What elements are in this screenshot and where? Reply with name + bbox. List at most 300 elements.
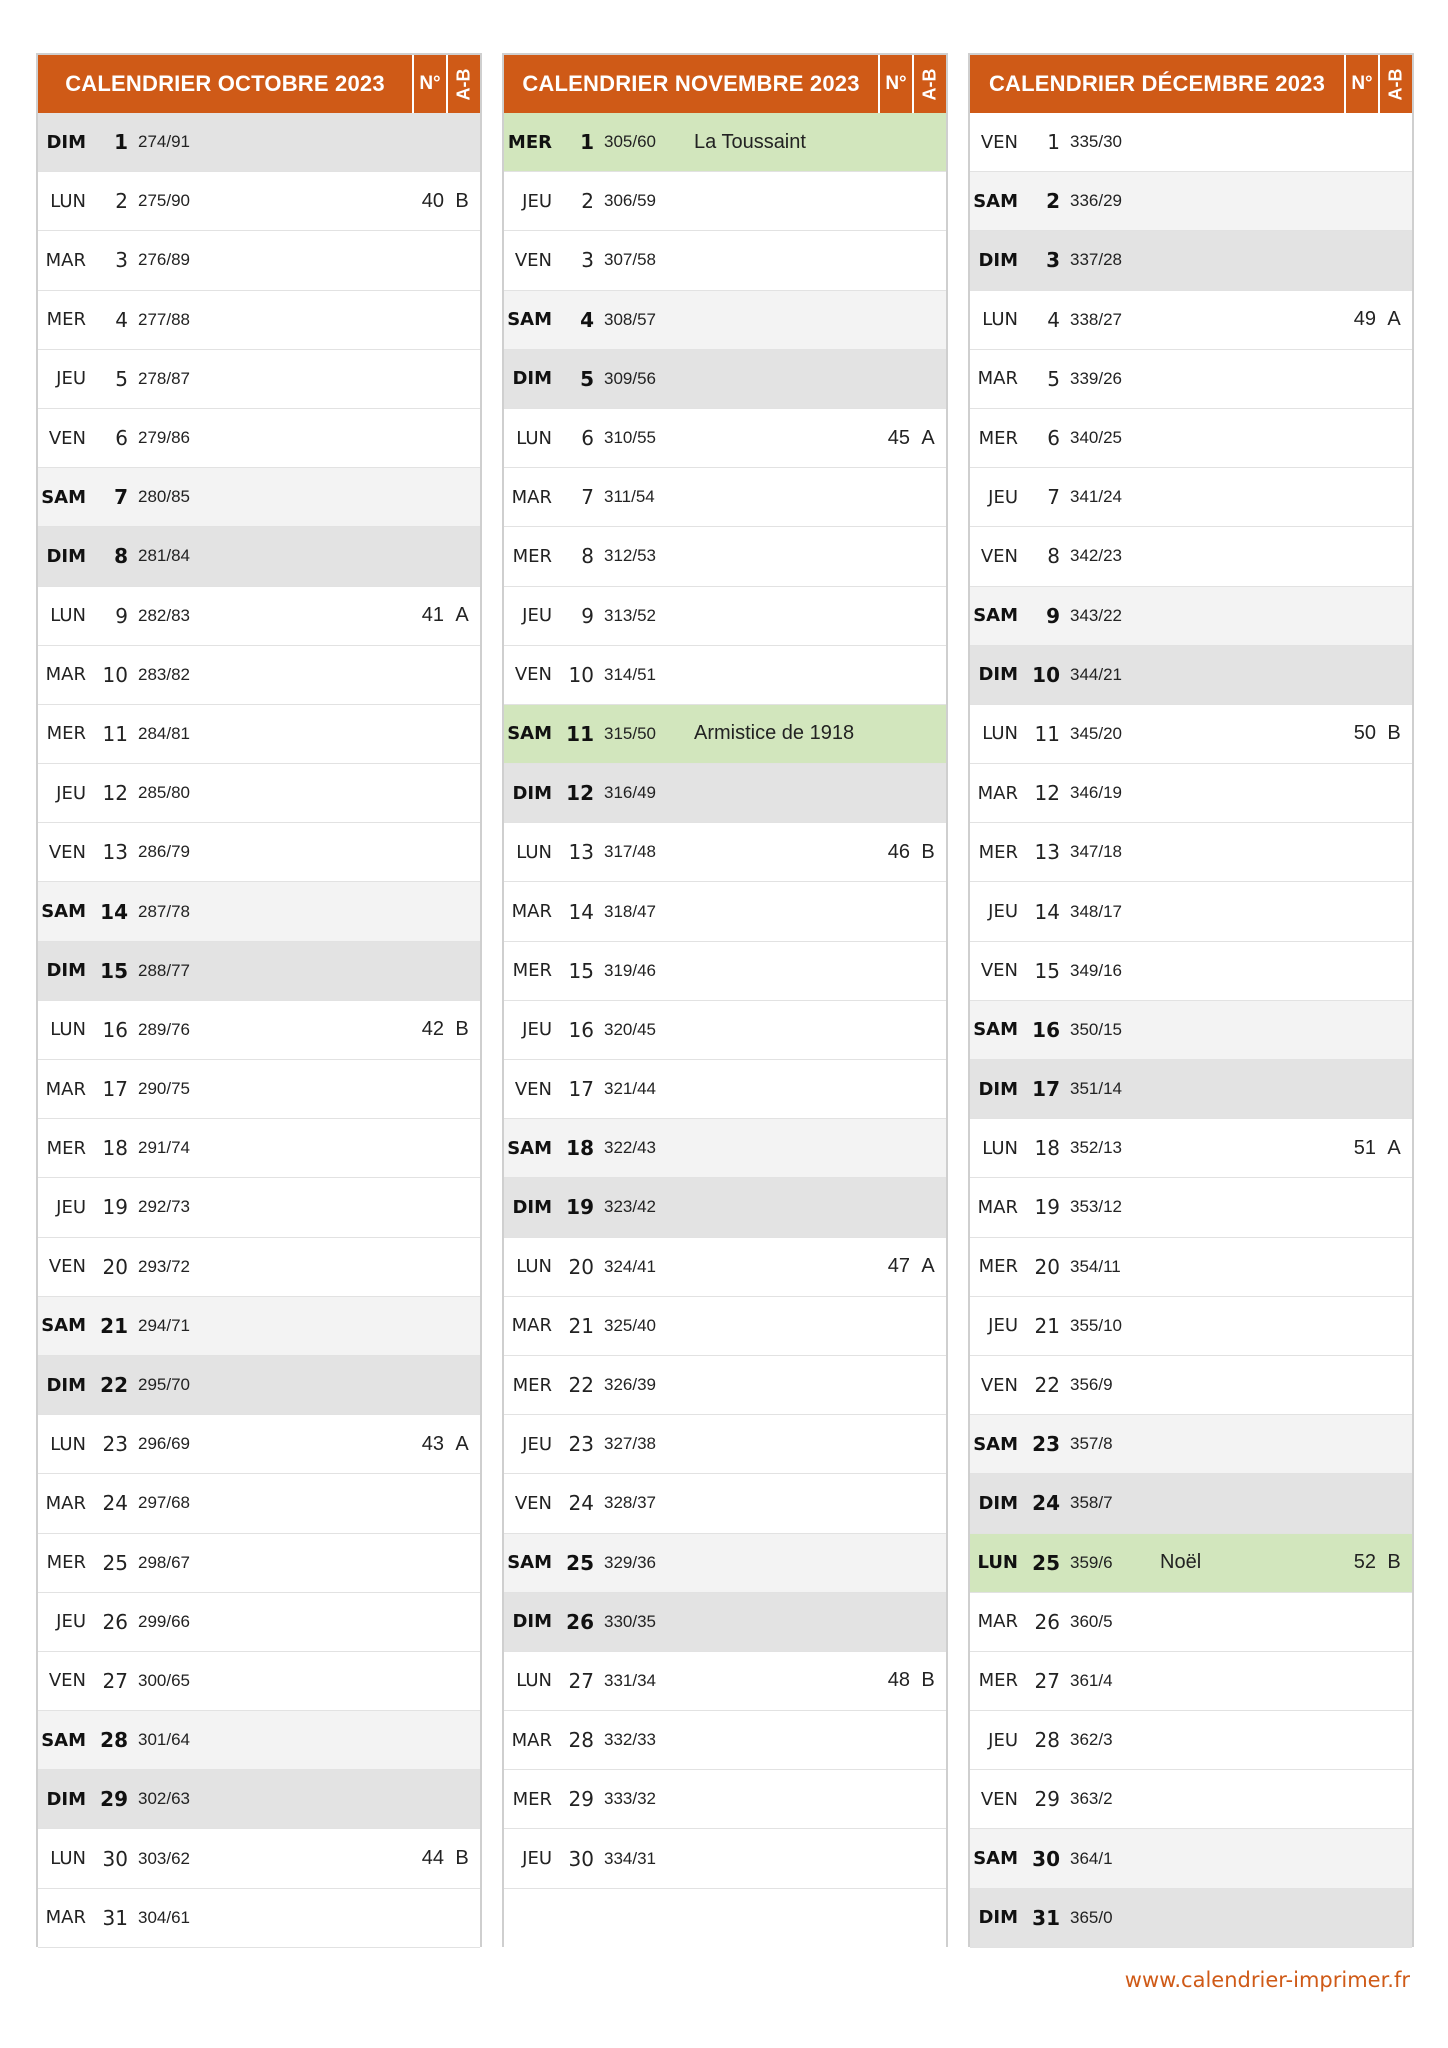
- day-name: DIM: [512, 368, 552, 390]
- week-ab-letter: A: [1387, 1136, 1401, 1159]
- week-ab-letter: [1384, 1297, 1404, 1355]
- month-december: [968, 53, 1414, 1947]
- week-ab-letter: [918, 587, 938, 645]
- week-ab-letter: [918, 231, 938, 289]
- day-row: [504, 231, 946, 290]
- day-row: [38, 587, 480, 646]
- day-of-year-count: 365/0: [1070, 1907, 1113, 1927]
- day-row: [38, 705, 480, 764]
- day-name: MER: [512, 545, 552, 567]
- day-name: MER: [978, 1670, 1018, 1692]
- day-row: [504, 1652, 946, 1711]
- day-row: [504, 1829, 946, 1888]
- day-row: [38, 1770, 480, 1829]
- day-row: [970, 113, 1412, 172]
- day-name: DIM: [512, 1196, 552, 1218]
- day-row: [504, 882, 946, 941]
- day-of-year-count: 299/66: [138, 1611, 190, 1631]
- day-of-year-count: 285/80: [138, 783, 190, 803]
- week-number: 47: [887, 1255, 910, 1278]
- week-ab-letter: [1384, 882, 1404, 940]
- day-row: [970, 1652, 1412, 1711]
- day-number: 23: [568, 1432, 594, 1457]
- day-name: MER: [46, 1552, 86, 1574]
- week-number: 49: [1353, 308, 1376, 331]
- week-ab-letter: [1384, 764, 1404, 822]
- day-number: 10: [1032, 662, 1060, 687]
- day-row: [970, 764, 1412, 823]
- day-of-year-count: 334/31: [604, 1848, 656, 1868]
- week-ab-letter: [1384, 942, 1404, 1000]
- day-number: 18: [566, 1136, 594, 1161]
- day-row: [38, 764, 480, 823]
- week-ab-letter: [1384, 1652, 1404, 1710]
- day-of-year-count: 318/47: [604, 901, 656, 921]
- day-name: JEU: [56, 1196, 86, 1218]
- week-ab-letter: [1384, 587, 1404, 645]
- day-of-year-count: 281/84: [138, 546, 190, 566]
- day-of-year-count: 306/59: [604, 191, 656, 211]
- day-number: 11: [1034, 721, 1060, 746]
- day-row: [504, 646, 946, 705]
- day-name: DIM: [46, 131, 86, 153]
- week-ab-letter: [1384, 823, 1404, 881]
- month-header: [504, 55, 946, 113]
- day-number: 21: [568, 1313, 594, 1338]
- week-ab-letter: [918, 1534, 938, 1592]
- week-ab-letter: [1384, 1711, 1404, 1769]
- day-number: 21: [1034, 1313, 1060, 1338]
- day-of-year-count: 338/27: [1070, 309, 1122, 329]
- week-ab-letter: [452, 1297, 472, 1355]
- day-name: LUN: [516, 841, 552, 863]
- week-ab-letter: [452, 823, 472, 881]
- week-ab-letter: [452, 1238, 472, 1296]
- week-ab-letter: [918, 1060, 938, 1118]
- day-name: VEN: [980, 545, 1018, 567]
- day-number: 30: [1032, 1846, 1060, 1871]
- week-ab-letter: [1384, 231, 1404, 289]
- week-ab-letter: [1384, 172, 1404, 230]
- week-ab-letter: [918, 1593, 938, 1651]
- ab-header: [914, 55, 946, 113]
- day-number: 24: [102, 1491, 128, 1516]
- day-name: MER: [46, 723, 86, 745]
- day-row: [38, 231, 480, 290]
- day-row: [38, 1238, 480, 1297]
- day-row: [970, 1060, 1412, 1119]
- day-of-year-count: 287/78: [138, 901, 190, 921]
- day-of-year-count: 279/86: [138, 428, 190, 448]
- day-name: VEN: [980, 131, 1018, 153]
- day-row: [970, 1770, 1412, 1829]
- day-row: [504, 764, 946, 823]
- week-ab-letter: [1384, 646, 1404, 704]
- day-number: 13: [102, 840, 128, 865]
- day-name: MAR: [45, 1907, 86, 1929]
- day-row: [38, 527, 480, 586]
- day-row: [504, 1770, 946, 1829]
- week-ab-letter: [452, 1119, 472, 1177]
- week-number: 51: [1353, 1136, 1376, 1159]
- day-number: 25: [102, 1550, 128, 1575]
- day-name: MER: [978, 1256, 1018, 1278]
- day-name: VEN: [514, 1078, 552, 1100]
- week-ab-letter: [452, 291, 472, 349]
- day-of-year-count: 342/23: [1070, 546, 1122, 566]
- day-name: VEN: [514, 1492, 552, 1514]
- day-name: MER: [978, 427, 1018, 449]
- day-row: [970, 1356, 1412, 1415]
- week-ab-letter: B: [1387, 1551, 1401, 1574]
- day-name: SAM: [41, 1729, 86, 1751]
- day-name: DIM: [46, 960, 86, 982]
- week-ab-letter: [1384, 527, 1404, 585]
- day-row: [504, 1001, 946, 1060]
- day-name: SAM: [973, 1019, 1018, 1041]
- day-of-year-count: 325/40: [604, 1315, 656, 1335]
- day-of-year-count: 283/82: [138, 664, 190, 684]
- day-of-year-count: 331/34: [604, 1670, 656, 1690]
- day-number: 5: [1047, 366, 1060, 391]
- holiday-label: Armistice de 1918: [694, 722, 855, 745]
- day-name: JEU: [988, 486, 1018, 508]
- day-row: [504, 1119, 946, 1178]
- day-of-year-count: 337/28: [1070, 250, 1122, 270]
- day-of-year-count: 310/55: [604, 428, 656, 448]
- week-ab-letter: [452, 231, 472, 289]
- day-number: 8: [114, 544, 128, 569]
- day-name: DIM: [512, 782, 552, 804]
- week-ab-letter: [452, 350, 472, 408]
- day-row: [504, 1415, 946, 1474]
- week-ab-letter: [1384, 468, 1404, 526]
- day-number: 15: [568, 958, 594, 983]
- day-row: [970, 1001, 1412, 1060]
- day-number: 9: [581, 603, 594, 628]
- day-of-year-count: 311/54: [604, 487, 655, 507]
- day-row: [504, 113, 946, 172]
- day-row: [38, 1534, 480, 1593]
- week-number-header: N°: [1351, 73, 1373, 94]
- day-name: SAM: [507, 723, 552, 745]
- day-row: [970, 1889, 1412, 1948]
- day-number: 26: [1034, 1609, 1060, 1634]
- day-of-year-count: 319/46: [604, 960, 656, 980]
- day-name: DIM: [978, 1907, 1018, 1929]
- day-of-year-count: 328/37: [604, 1493, 656, 1513]
- day-name: JEU: [988, 901, 1018, 923]
- day-name: VEN: [980, 1788, 1018, 1810]
- day-of-year-count: 278/87: [138, 368, 190, 388]
- day-of-year-count: 320/45: [604, 1019, 656, 1039]
- day-name: SAM: [973, 190, 1018, 212]
- day-row: [970, 1829, 1412, 1888]
- day-row: [970, 1474, 1412, 1533]
- day-name: JEU: [522, 605, 552, 627]
- day-of-year-count: 316/49: [604, 783, 656, 803]
- day-of-year-count: 341/24: [1070, 487, 1122, 507]
- day-row: [38, 468, 480, 527]
- day-number: 2: [115, 189, 128, 214]
- day-row: [970, 942, 1412, 1001]
- day-name: MAR: [511, 901, 552, 923]
- empty-row: [504, 1889, 946, 1948]
- day-number: 11: [102, 721, 128, 746]
- day-row: [38, 1652, 480, 1711]
- day-row: [970, 882, 1412, 941]
- day-of-year-count: 324/41: [604, 1256, 656, 1276]
- week-ab-letter: [452, 1356, 472, 1414]
- day-of-year-count: 336/29: [1070, 191, 1122, 211]
- day-of-year-count: 289/76: [138, 1019, 190, 1039]
- day-name: SAM: [973, 1433, 1018, 1455]
- ab-header: [1380, 55, 1412, 113]
- week-number: 43: [421, 1432, 444, 1455]
- day-name: SAM: [41, 901, 86, 923]
- day-row: [38, 1593, 480, 1652]
- day-of-year-count: 340/25: [1070, 428, 1122, 448]
- day-name: VEN: [48, 841, 86, 863]
- day-number: 22: [568, 1373, 594, 1398]
- day-number: 25: [566, 1550, 594, 1575]
- day-number: 17: [568, 1077, 594, 1102]
- day-row: [970, 1593, 1412, 1652]
- week-ab-letter: [452, 705, 472, 763]
- day-of-year-count: 329/36: [604, 1552, 656, 1572]
- day-of-year-count: 313/52: [604, 605, 656, 625]
- week-ab-letter: [452, 527, 472, 585]
- day-number: 28: [568, 1728, 594, 1753]
- week-ab-letter: [918, 705, 938, 763]
- day-name: MAR: [45, 664, 86, 686]
- day-of-year-count: 308/57: [604, 309, 656, 329]
- week-ab-letter: [452, 409, 472, 467]
- month-title: CALENDRIER DÉCEMBRE 2023: [988, 71, 1326, 96]
- day-number: 7: [1047, 485, 1060, 510]
- day-number: 25: [1032, 1550, 1060, 1575]
- week-ab-letter: [918, 291, 938, 349]
- day-row: [970, 1238, 1412, 1297]
- week-ab-letter: [452, 646, 472, 704]
- day-of-year-count: 315/50: [604, 723, 656, 743]
- day-number: 16: [568, 1017, 594, 1042]
- day-number: 27: [1034, 1668, 1060, 1693]
- day-number: 17: [102, 1077, 128, 1102]
- day-rows: [38, 113, 480, 1948]
- day-of-year-count: 305/60: [604, 132, 656, 152]
- day-name: MAR: [977, 782, 1018, 804]
- day-of-year-count: 296/69: [138, 1434, 190, 1454]
- day-of-year-count: 298/67: [138, 1552, 190, 1572]
- day-number: 12: [1034, 781, 1060, 806]
- day-of-year-count: 359/6: [1070, 1552, 1113, 1572]
- day-row: [38, 882, 480, 941]
- day-of-year-count: 348/17: [1070, 901, 1122, 921]
- day-number: 7: [114, 485, 128, 510]
- week-number: 42: [421, 1018, 444, 1041]
- day-number: 6: [1047, 426, 1060, 451]
- week-ab-letter: [1384, 1060, 1404, 1118]
- day-of-year-count: 312/53: [604, 546, 656, 566]
- week-ab-letter: [452, 1178, 472, 1236]
- day-number: 4: [580, 307, 594, 332]
- day-number: 3: [115, 248, 128, 273]
- day-name: JEU: [522, 190, 552, 212]
- day-number: 23: [1032, 1432, 1060, 1457]
- day-row: [38, 1829, 480, 1888]
- day-of-year-count: 323/42: [604, 1197, 656, 1217]
- day-number: 14: [1034, 899, 1060, 924]
- day-number: 5: [115, 366, 128, 391]
- day-of-year-count: 274/91: [138, 132, 190, 152]
- week-ab-letter: [1384, 1356, 1404, 1414]
- day-name: LUN: [516, 1670, 552, 1692]
- day-number: 24: [568, 1491, 594, 1516]
- day-of-year-count: 333/32: [604, 1789, 656, 1809]
- week-ab-letter: [1384, 1889, 1404, 1947]
- week-ab-letter: A: [921, 426, 935, 449]
- day-number: 7: [581, 485, 594, 510]
- ab-header-label: A-B: [453, 68, 474, 100]
- week-number: 40: [421, 189, 444, 212]
- week-ab-letter: [918, 1001, 938, 1059]
- day-name: LUN: [50, 1433, 86, 1455]
- day-number: 13: [568, 840, 594, 865]
- day-name: VEN: [48, 427, 86, 449]
- footer-website-link[interactable]: www.calendrier-imprimer.fr: [1124, 1968, 1410, 1992]
- day-of-year-count: 360/5: [1070, 1611, 1113, 1631]
- day-number: 3: [1046, 248, 1060, 273]
- week-ab-letter: [452, 1060, 472, 1118]
- day-name: SAM: [41, 1315, 86, 1337]
- day-name: MAR: [511, 1315, 552, 1337]
- day-number: 22: [100, 1373, 128, 1398]
- week-ab-letter: A: [1387, 308, 1401, 331]
- day-of-year-count: 361/4: [1070, 1670, 1113, 1690]
- day-row: [504, 1534, 946, 1593]
- day-name: LUN: [516, 427, 552, 449]
- day-row: [504, 823, 946, 882]
- day-number: 14: [100, 899, 128, 924]
- day-number: 20: [1034, 1254, 1060, 1279]
- week-ab-letter: B: [921, 840, 935, 863]
- week-number: 45: [887, 426, 910, 449]
- day-of-year-count: 351/14: [1070, 1079, 1122, 1099]
- day-number: 21: [100, 1313, 128, 1338]
- day-number: 26: [566, 1609, 594, 1634]
- week-ab-letter: [918, 646, 938, 704]
- day-row: [38, 1356, 480, 1415]
- day-of-year-count: 284/81: [138, 723, 190, 743]
- day-row: [970, 1534, 1412, 1593]
- day-row: [38, 646, 480, 705]
- day-of-year-count: 345/20: [1070, 723, 1122, 743]
- week-ab-letter: [452, 764, 472, 822]
- day-name: LUN: [50, 1848, 86, 1870]
- week-ab-letter: [452, 1770, 472, 1828]
- day-name: DIM: [46, 545, 86, 567]
- day-name: DIM: [46, 1788, 86, 1810]
- week-ab-letter: [452, 1593, 472, 1651]
- day-number: 23: [102, 1432, 128, 1457]
- day-name: MAR: [45, 1078, 86, 1100]
- day-number: 27: [102, 1668, 128, 1693]
- day-row: [970, 409, 1412, 468]
- week-ab-letter: [452, 1534, 472, 1592]
- day-row: [970, 231, 1412, 290]
- day-name: JEU: [522, 1848, 552, 1870]
- day-number: 19: [1034, 1195, 1060, 1220]
- day-number: 2: [1046, 189, 1060, 214]
- week-ab-letter: [918, 764, 938, 822]
- month-november: [502, 53, 948, 1947]
- holiday-label: La Toussaint: [694, 130, 806, 153]
- day-of-year-count: 349/16: [1070, 960, 1122, 980]
- week-number-header: N°: [885, 73, 907, 94]
- day-row: [504, 1593, 946, 1652]
- day-number: 16: [1032, 1017, 1060, 1042]
- week-ab-letter: [918, 882, 938, 940]
- day-name: JEU: [56, 368, 86, 390]
- day-of-year-count: 350/15: [1070, 1019, 1122, 1039]
- week-ab-letter: [1384, 1001, 1404, 1059]
- day-name: LUN: [982, 1137, 1018, 1159]
- day-number: 28: [1034, 1728, 1060, 1753]
- day-name: LUN: [516, 1256, 552, 1278]
- day-row: [504, 1356, 946, 1415]
- day-of-year-count: 288/77: [138, 960, 190, 980]
- day-rows: [970, 113, 1412, 1948]
- day-number: 26: [102, 1609, 128, 1634]
- day-name: LUN: [50, 605, 86, 627]
- day-number: 2: [581, 189, 594, 214]
- day-name: MAR: [45, 1492, 86, 1514]
- week-ab-letter: [452, 882, 472, 940]
- day-rows: [504, 113, 946, 1948]
- week-ab-letter: [1384, 1415, 1404, 1473]
- ab-header-label: A-B: [1385, 68, 1406, 100]
- week-number: 52: [1353, 1551, 1376, 1574]
- day-number: 16: [102, 1017, 128, 1042]
- week-number: 46: [887, 840, 910, 863]
- day-name: VEN: [980, 960, 1018, 982]
- day-row: [38, 1889, 480, 1948]
- week-ab-letter: [452, 468, 472, 526]
- day-number: 29: [1034, 1787, 1060, 1812]
- day-name: LUN: [977, 1552, 1018, 1574]
- day-row: [504, 1711, 946, 1770]
- day-name: DIM: [46, 1374, 86, 1396]
- week-ab-letter: [918, 172, 938, 230]
- day-name: VEN: [48, 1670, 86, 1692]
- day-name: JEU: [988, 1729, 1018, 1751]
- day-row: [504, 409, 946, 468]
- day-name: MAR: [977, 1196, 1018, 1218]
- ab-header-label: A-B: [919, 68, 940, 100]
- holiday-label: Noël: [1160, 1551, 1202, 1574]
- week-ab-letter: [918, 1415, 938, 1473]
- day-of-year-count: 297/68: [138, 1493, 190, 1513]
- day-row: [970, 646, 1412, 705]
- day-number: 6: [581, 426, 594, 451]
- week-ab-letter: [918, 1178, 938, 1236]
- day-of-year-count: 326/39: [604, 1375, 656, 1395]
- day-number: 11: [566, 721, 594, 746]
- day-row: [504, 350, 946, 409]
- day-name: MER: [512, 1788, 552, 1810]
- day-number: 10: [568, 662, 594, 687]
